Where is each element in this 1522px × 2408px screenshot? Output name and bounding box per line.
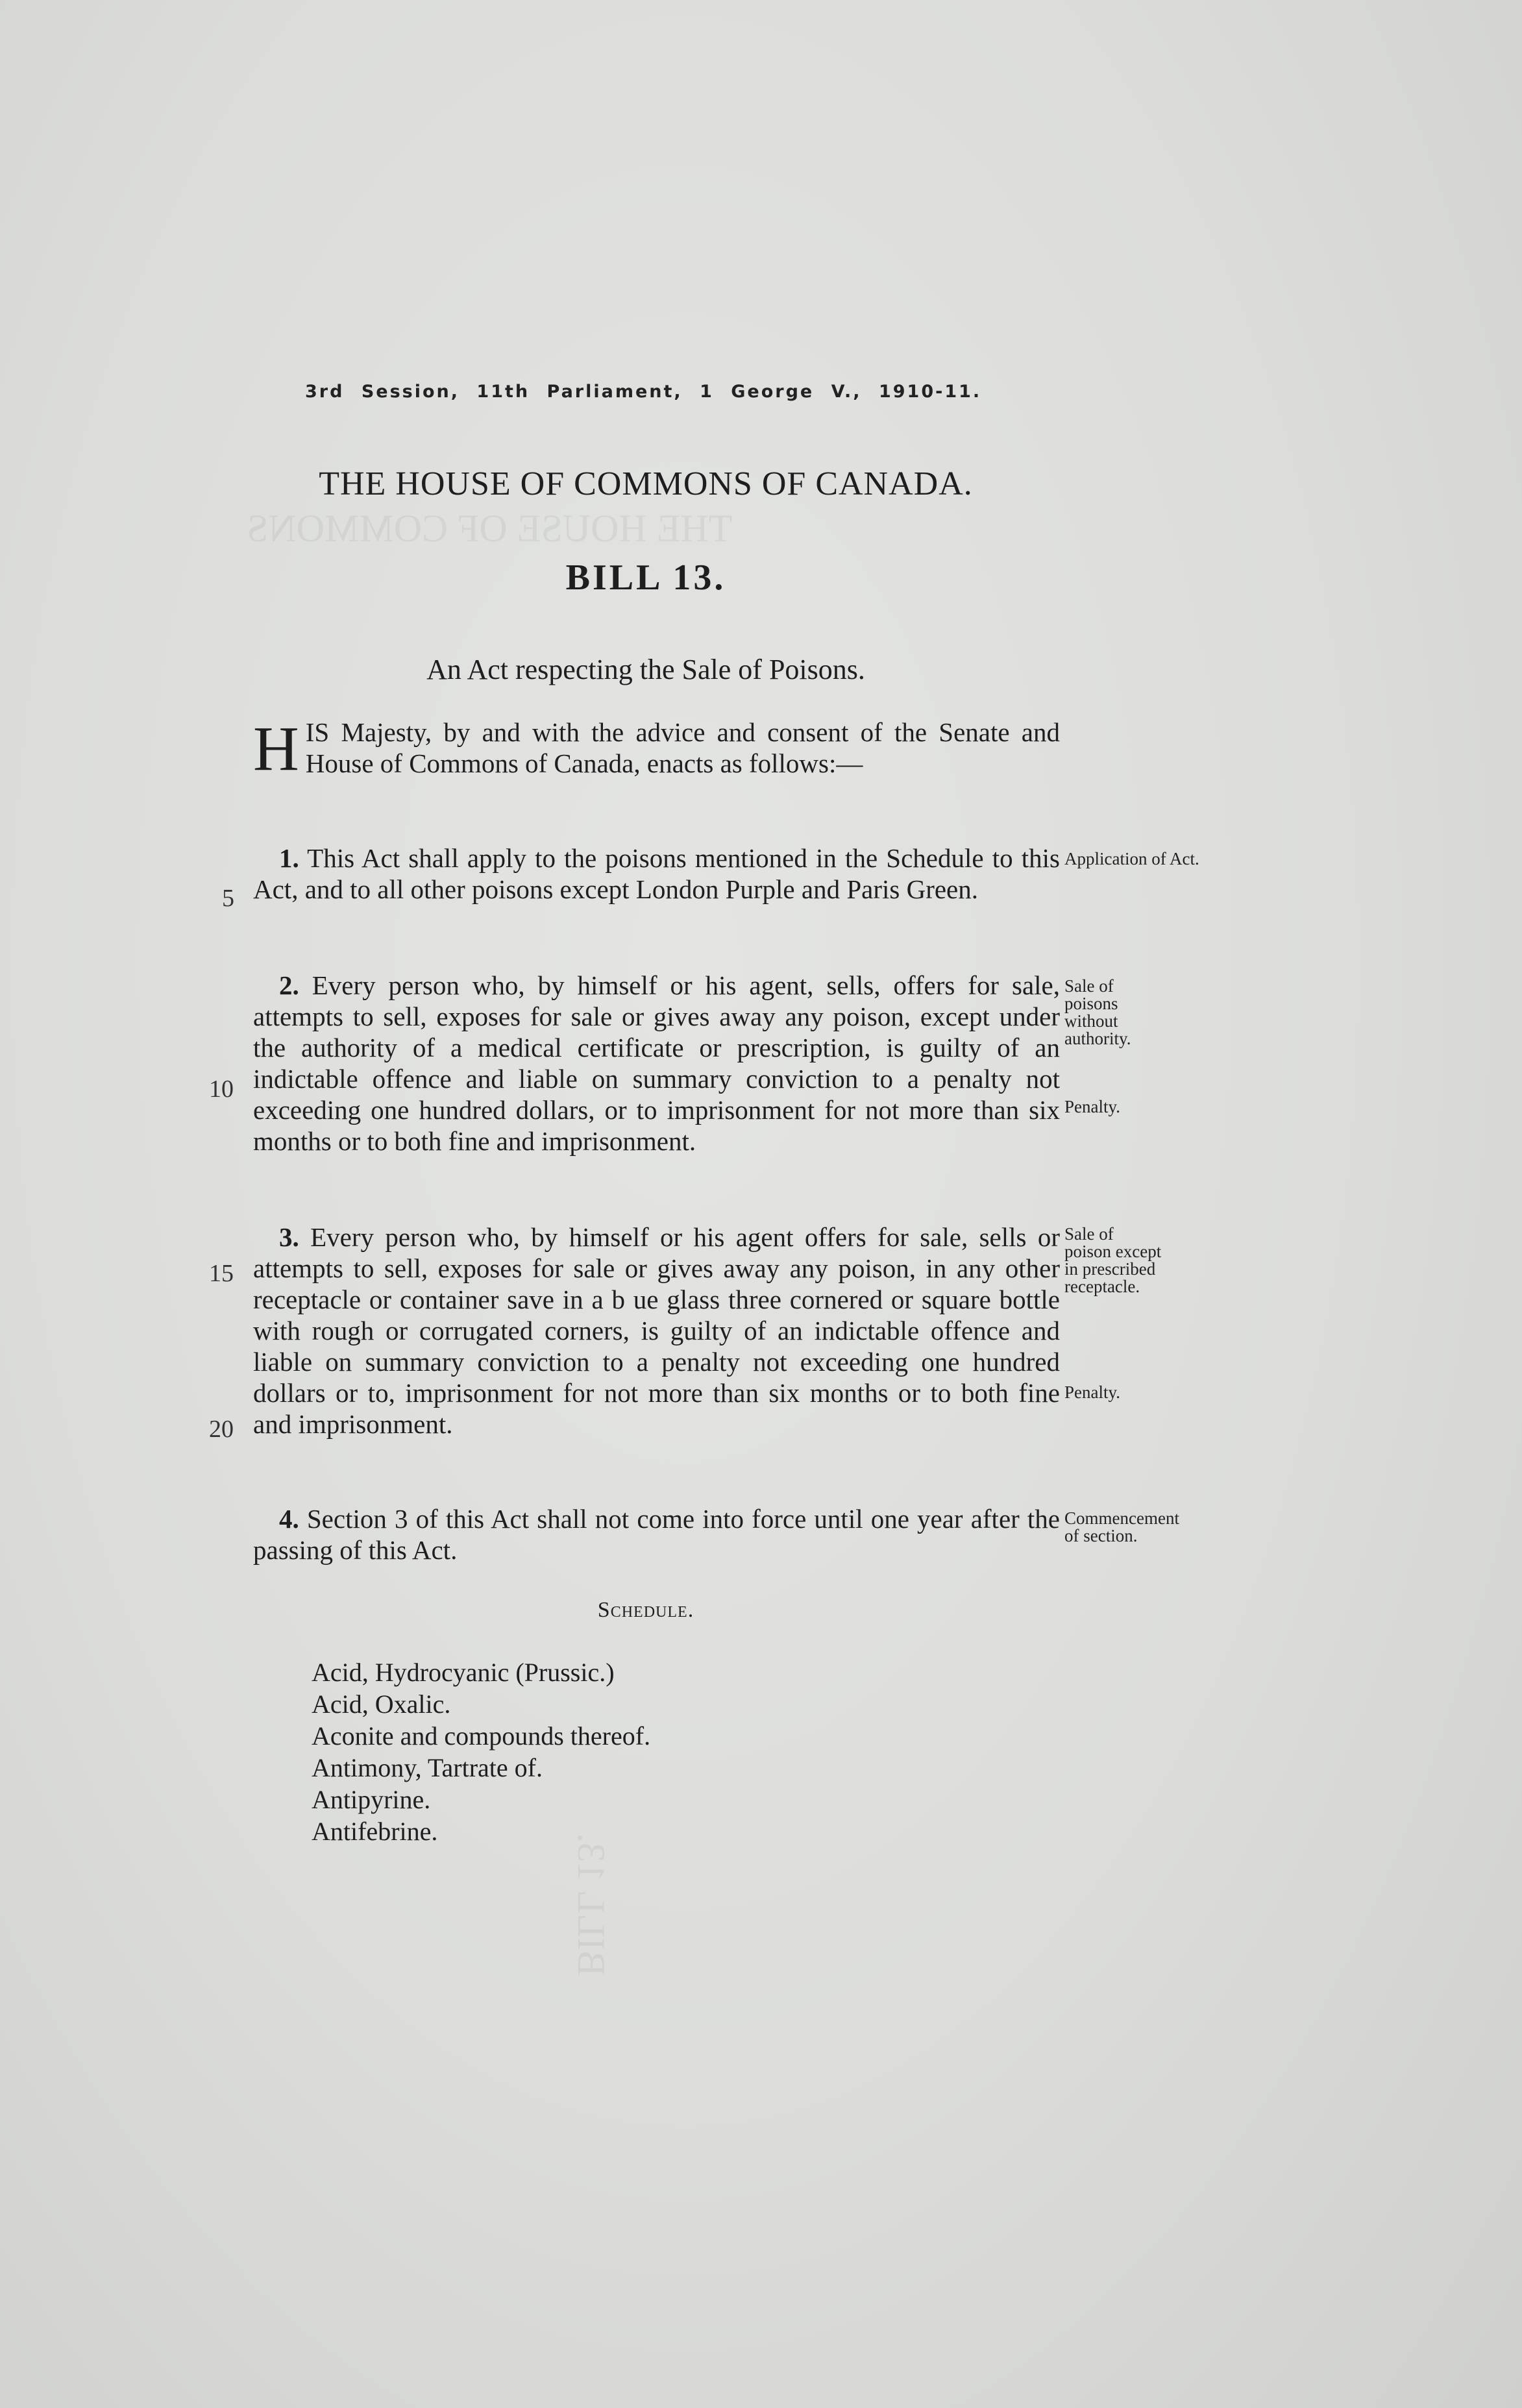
margin-note-commencement: Commencement of section. xyxy=(1064,1508,1179,1545)
bill-number: BILL 13. xyxy=(565,558,726,598)
session-line: 3rd Session, 11th Parliament, 1 George V., 1910-11. xyxy=(305,382,982,402)
act-title: An Act respecting the Sale of Poisons. xyxy=(426,654,865,685)
section-text: Section 3 of this Act shall not come into force until one year after the passing of this Act. xyxy=(253,1504,1061,1565)
schedule-item: Antimony, Tartrate of. xyxy=(312,1753,543,1782)
schedule-item: Aconite and compounds thereof. xyxy=(312,1721,651,1751)
margin-note-penalty: Penalty. xyxy=(1064,1097,1120,1116)
section-3 xyxy=(253,1222,1060,1440)
section-2 xyxy=(253,970,1060,1157)
line-number: 5 xyxy=(222,885,234,912)
line-number: 20 xyxy=(209,1416,234,1443)
section-1 xyxy=(253,842,1060,905)
drop-cap: H xyxy=(253,714,299,784)
section-4 xyxy=(253,1503,1060,1566)
margin-note-penalty: Penalty. xyxy=(1064,1382,1120,1402)
house-title: THE HOUSE OF COMMONS OF CANADA. xyxy=(319,465,973,502)
schedule-heading: Schedule. xyxy=(597,1598,694,1622)
line-number: 15 xyxy=(209,1260,234,1287)
enacting-clause-text: IS Majesty, by and with the advice and consent of the Senate and House of Commons of Canada, enacts as follows:— xyxy=(305,717,1060,778)
margin-note-prescribed-receptacle: Sale of poison except in prescribed receptacle. xyxy=(1064,1224,1162,1296)
margin-note-application: Application of Act. xyxy=(1064,849,1199,868)
schedule-item: Antipyrine. xyxy=(312,1785,431,1814)
schedule-item: Antifebrine. xyxy=(312,1817,438,1846)
section-number: 1. xyxy=(279,843,299,873)
section-number: 2. xyxy=(279,970,299,1000)
line-number: 10 xyxy=(209,1075,234,1103)
enacting-clause xyxy=(253,714,1060,784)
schedule-item: Acid, Hydrocyanic (Prussic.) xyxy=(312,1658,615,1687)
section-number: 4. xyxy=(279,1504,299,1534)
section-text: This Act shall apply to the poisons mentioned in the Schedule to this Act, and to all other poisons except London Purple and Paris Green. xyxy=(253,843,1060,904)
section-number: 3. xyxy=(279,1222,299,1252)
section-text: Every person who, by himself or his agent, sells, offers for sale, attempts to sell, exposes for sale or gives away any poison, except under the authority of a medical certificate or prescription, is guilty of an indictable offence and liable on summary conviction to a penalty not exceeding one hundred dollars, or to imprisonment for not more than six months or to both fine and imprisonment. xyxy=(253,970,1061,1156)
schedule-list xyxy=(312,1656,650,1847)
schedule-item: Acid, Oxalic. xyxy=(312,1689,451,1719)
show-through-decoration: BILL 13. xyxy=(570,1832,613,1977)
margin-note-sale-without-authority: Sale of poisons without authority. xyxy=(1064,976,1131,1048)
show-through-decoration: THE HOUSE OF COMMONS xyxy=(247,507,733,550)
section-text: Every person who, by himself or his agent offers for sale, sells or attempts to sell, exposes for sale or gives away any poison, in any other receptacle or container save in a b ue glass three cornered or square bottle with rough or corrugated corners, is guilty of an indictable offence and liable on summary conviction to a penalty not exceeding one hundred dollars or to, imprisonment for not more than six months or to both fine and imprisonment. xyxy=(253,1222,1061,1439)
